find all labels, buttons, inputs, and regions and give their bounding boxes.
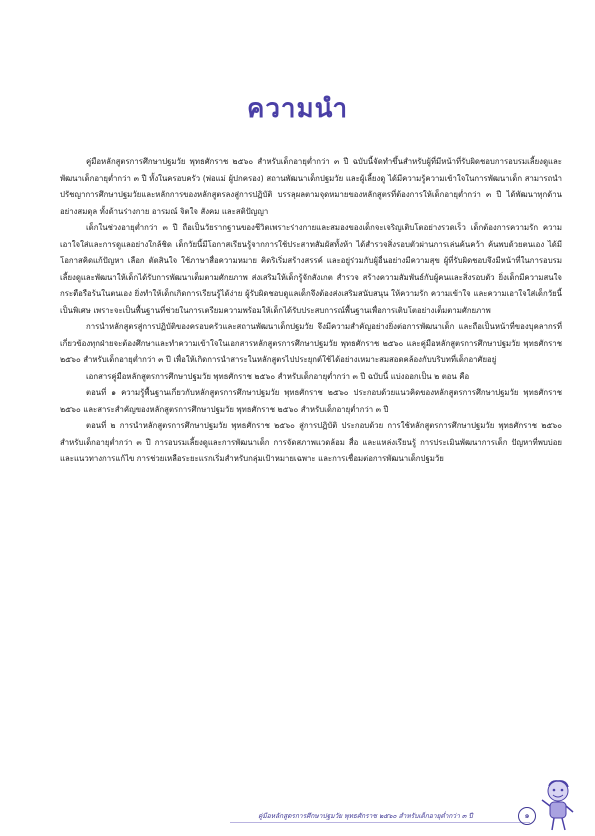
footer-divider xyxy=(230,822,530,823)
paragraph: เด็กในช่วงอายุต่ำกว่า ๓ ปี ถือเป็นวัยรากฐานของชีวิตเพราะร่างกายและสมองของเด็กจะเจริญเติบโตอย่างรวดเร็ว เด็กต้องการความรัก ความเอาใจใส่และการดูแลอย่างใกล้ชิด เด็กวัยนี้มีโอกาสเรียนรู้จากการใช้ประสาทสัมผัสทั้งห้า ได้สำรวจสิ่งรอบตัวผ่านการเล่นค้นคว้า ค้นพบด้วยตนเอง ได้มีโอกาสคิดแก้ปัญหา เลือก ตัดสินใจ ใช้ภาษาสื่อความหมาย คิดริเริ่มสร้างสรรค์ และอยู่ร่วมกับผู้อื่นอย่างมีความสุข ผู้ที่รับผิดชอบจึงมีหน้าที่ในการอบรมเลี้ยงดูและพัฒนาให้เด็กได้รับการพัฒนาเต็มตามศักยภาพ ส่งเสริมให้เด็กรู้จักสังเกต สำรวจ สร้างความสัมพันธ์กับผู้คนและสิ่งรอบตัว ยิ่งเด็กมีความสนใจ กระตือรือร้นในตนเอง ยิ่งทำให้เด็กเกิดการเรียนรู้ได้ง่าย ผู้รับผิดชอบดูแลเด็กจึงต้องส่งเสริมสนับสนุน ให้ความรัก ความเข้าใจ และความเอาใจใส่เด็กวัยนี้เป็นพิเศษ เพราะจะเป็นพื้นฐานที่ช่วยในการเตรียมความพร้อมให้เด็กได้รับประสบการณ์พื้นฐานเพื่อการเติบโตอย่างเต็มตามศักยภาพ xyxy=(60,223,562,315)
page-footer xyxy=(0,778,595,836)
paragraph: คู่มือหลักสูตรการศึกษาปฐมวัย พุทธศักราช ๒๕๖๐ สำหรับเด็กอายุต่ำกว่า ๓ ปี ฉบับนี้จัดทำขึ้นสำหรับผู้ที่มีหน้าที่รับผิดชอบการอบรมเลี้ยงดูและพัฒนาเด็กอายุต่ำกว่า ๓ ปี ทั้งในครอบครัว (พ่อแม่ ผู้ปกครอง) สถานพัฒนาเด็กปฐมวัย และผู้เลี้ยงดู ได้มีความรู้ความเข้าใจในการพัฒนาเด็ก สามารถนำปรัชญาการศึกษาปฐมวัยและหลักการของหลักสูตรลงสู่การปฏิบัติ บรรลุผลตามจุดหมายของหลักสูตรที่ต้องการให้เด็กอายุต่ำกว่า ๓ ปี ได้พัฒนาทุกด้านอย่างสมดุล ทั้งด้านร่างกาย อารมณ์ จิตใจ สังคม และสติปัญญา xyxy=(60,157,562,216)
paragraph: ตอนที่ ๑ ความรู้พื้นฐานเกี่ยวกับหลักสูตรการศึกษาปฐมวัย พุทธศักราช ๒๕๖๐ ประกอบด้วยแนวคิดของหลักสูตรการศึกษาปฐมวัย พุทธศักราช ๒๕๖๐ และสาระสำคัญของหลักสูตรการศึกษาปฐมวัย พุทธศักราช ๒๕๖๐ สำหรับเด็กอายุต่ำกว่า ๓ ปี xyxy=(60,388,562,414)
paragraph: การนำหลักสูตรสู่การปฏิบัติของครอบครัวและสถานพัฒนาเด็กปฐมวัย จึงมีความสำคัญอย่างยิ่งต่อการพัฒนาเด็ก และถือเป็นหน้าที่ของบุคลากรที่เกี่ยวข้องทุกฝ่ายจะต้องศึกษาและทำความเข้าใจในเอกสารหลักสูตรการศึกษาปฐมวัย พุทธศักราช ๒๕๖๐ และคู่มือหลักสูตรการศึกษาปฐมวัย พุทธศักราช ๒๕๖๐ สำหรับเด็กอายุต่ำกว่า ๓ ปี เพื่อให้เกิดการนำสาระในหลักสูตรไปประยุกต์ใช้ได้อย่างเหมาะสมสอดคล้องกับบริบทที่เด็กอาศัยอยู่ xyxy=(60,322,562,364)
running-title: คู่มือหลักสูตรการศึกษาปฐมวัย พุทธศักราช ๒๕๖๐ สำหรับเด็กอายุต่ำกว่า ๓ ปี xyxy=(258,812,473,820)
body-text xyxy=(60,154,562,468)
page-title: ความนำ xyxy=(246,94,349,124)
paragraph: ตอนที่ ๒ การนำหลักสูตรการศึกษาปฐมวัย พุทธศักราช ๒๕๖๐ สู่การปฏิบัติ ประกอบด้วย การใช้หลักสูตรการศึกษาปฐมวัย พุทธศักราช ๒๕๖๐ สำหรับเด็กอายุต่ำกว่า ๓ ปี การอบรมเลี้ยงดูและการพัฒนาเด็ก การจัดสภาพแวดล้อม สื่อ และแหล่งเรียนรู้ การประเมินพัฒนาการเด็ก ปัญหาที่พบบ่อยและแนวทางการแก้ไข การช่วยเหลือระยะแรกเริ่มสำหรับกลุ่มเป้าหมายเฉพาะ และการเชื่อมต่อการพัฒนาเด็กปฐมวัย xyxy=(60,421,562,463)
page-number: ๑ xyxy=(518,807,536,825)
child-mascot-icon xyxy=(538,778,578,832)
paragraph: เอกสารคู่มือหลักสูตรการศึกษาปฐมวัย พุทธศักราช ๒๕๖๐ สำหรับเด็กอายุต่ำกว่า ๓ ปี ฉบับนี้ แบ่งออกเป็น ๒ ตอน คือ xyxy=(86,371,470,381)
